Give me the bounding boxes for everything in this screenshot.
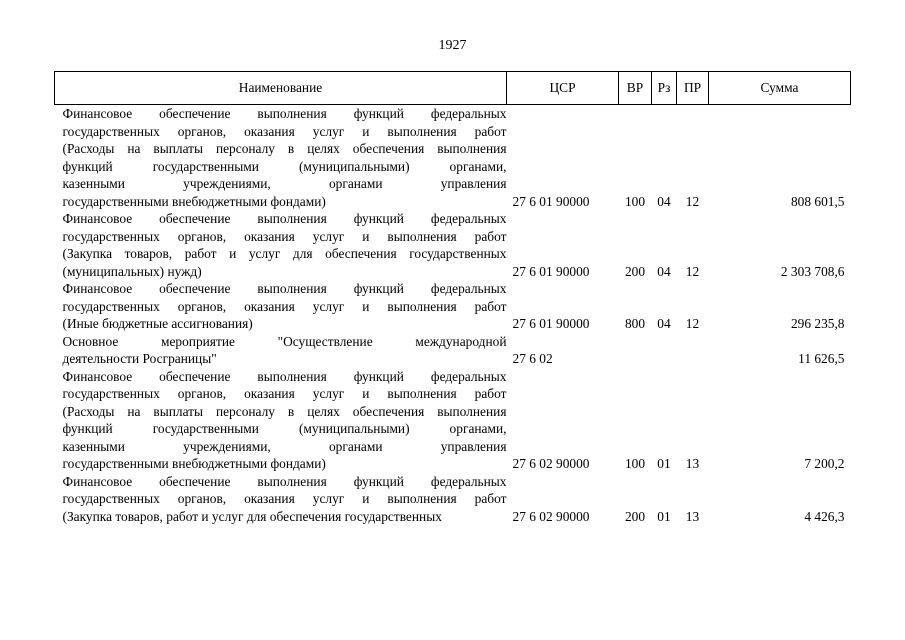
row-name-line: Основное мероприятие "Осуществление международной	[62, 333, 507, 349]
header-name: Наименование	[55, 72, 507, 105]
table-row	[55, 473, 851, 526]
row-csr: 27 6 01 90000	[512, 316, 590, 331]
table-row	[55, 280, 851, 333]
row-rz: 04	[657, 193, 671, 209]
row-pr: 12	[685, 193, 700, 209]
row-name-line: (Расходы на выплаты персоналу в целях обеспечения выполнения	[62, 403, 507, 419]
row-name-line: Финансовое обеспечение выполнения функций федеральных	[62, 473, 507, 489]
row-vr: 100	[624, 456, 646, 471]
row-name	[55, 333, 507, 368]
table-body	[55, 105, 851, 526]
row-name-line: (Иные бюджетные ассигнования)	[62, 316, 253, 331]
row-pr: 12	[685, 316, 700, 331]
row-name-line: (Закупка товаров, работ и услуг для обеспечения государственных	[62, 508, 442, 524]
row-name-line: (Расходы на выплаты персоналу в целях обеспечения выполнения	[62, 141, 507, 156]
row-name	[55, 280, 507, 333]
row-name	[55, 210, 507, 280]
table-row	[55, 105, 851, 211]
row-rz: 01	[657, 508, 671, 524]
row-name-line: (муниципальных) нужд)	[62, 263, 202, 279]
row-rz: 01	[657, 456, 671, 471]
row-sum: 808 601,5	[790, 193, 845, 209]
row-sum: 2 303 708,6	[780, 263, 845, 279]
row-name-line: государственными внебюджетными фондами)	[62, 456, 326, 471]
row-csr: 27 6 01 90000	[512, 193, 590, 209]
row-name-line: деятельности Росграницы"	[62, 351, 217, 366]
row-sum: 11 626,5	[798, 351, 845, 366]
row-name-line: казенными учреждениями, органами управления	[62, 176, 507, 191]
row-sum: 4 426,3	[804, 508, 845, 524]
row-rz	[652, 333, 677, 368]
table-row	[55, 368, 851, 473]
header-sum: Сумма	[709, 72, 851, 105]
row-name	[55, 105, 507, 211]
header-rz: Рз	[652, 72, 677, 105]
row-name-line: функций государственными (муниципальными) органами,	[62, 421, 507, 436]
header-csr: ЦСР	[507, 72, 619, 105]
row-csr: 27 6 01 90000	[512, 263, 590, 279]
row-name-line: Финансовое обеспечение выполнения функций федеральных	[62, 211, 507, 226]
row-vr: 100	[624, 193, 646, 209]
row-sum: 296 235,8	[790, 316, 845, 331]
row-name	[55, 368, 507, 473]
budget-table	[54, 71, 851, 525]
page-number: 1927	[438, 38, 467, 53]
row-pr: 13	[685, 456, 700, 471]
row-pr	[677, 333, 709, 368]
row-sum: 7 200,2	[804, 456, 845, 471]
row-name-line: казенными учреждениями, органами управления	[62, 438, 507, 454]
table-row	[55, 210, 851, 280]
row-name-line: Финансовое обеспечение выполнения функций федеральных	[62, 368, 507, 384]
row-name-line: государственными внебюджетными фондами)	[62, 193, 326, 209]
table-header	[55, 72, 851, 105]
table-row	[55, 333, 851, 368]
row-vr: 200	[624, 508, 646, 524]
row-vr: 800	[624, 316, 646, 331]
header-vr: ВР	[619, 72, 652, 105]
row-pr: 12	[685, 263, 700, 279]
row-name-line: функций государственными (муниципальными) органами,	[62, 158, 507, 174]
row-name-line: Финансовое обеспечение выполнения функций федеральных	[62, 281, 507, 296]
row-vr: 200	[624, 263, 646, 279]
row-name-line: государственных органов, оказания услуг и выполнения работ	[62, 123, 507, 139]
row-rz: 04	[657, 263, 671, 279]
row-rz: 04	[657, 316, 671, 331]
row-name-line: государственных органов, оказания услуг и выполнения работ	[62, 386, 507, 401]
row-name-line: государственных органов, оказания услуг и выполнения работ	[62, 298, 507, 314]
row-name-line: Финансовое обеспечение выполнения функций федеральных	[62, 106, 507, 121]
row-csr: 27 6 02 90000	[512, 508, 590, 524]
row-name-line: государственных органов, оказания услуг и выполнения работ	[62, 228, 507, 244]
row-vr	[619, 333, 652, 368]
row-csr: 27 6 02 90000	[512, 456, 590, 471]
row-csr: 27 6 02	[512, 351, 553, 366]
header-pr: ПР	[677, 72, 709, 105]
row-pr: 13	[685, 508, 700, 524]
row-name	[55, 473, 507, 526]
row-name-line: (Закупка товаров, работ и услуг для обеспечения государственных	[62, 246, 507, 261]
row-name-line: государственных органов, оказания услуг и выполнения работ	[62, 491, 507, 506]
